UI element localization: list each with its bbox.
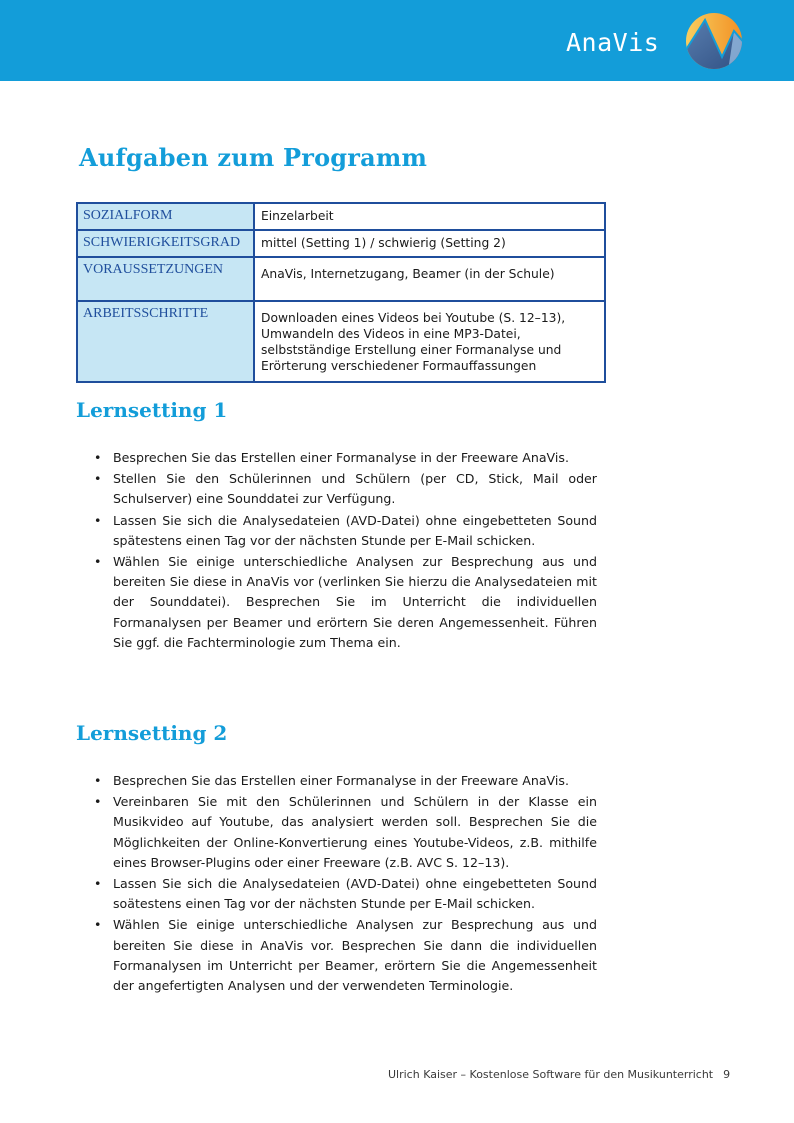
bullet-icon: • — [94, 876, 102, 892]
bullet-icon: • — [94, 512, 102, 528]
table-row — [77, 203, 605, 230]
list-item — [94, 552, 597, 653]
list-item — [94, 448, 597, 468]
table-row — [77, 301, 605, 382]
page-number: 9 — [723, 1068, 731, 1081]
list-item — [94, 915, 597, 996]
list-item-text: Wählen Sie einige unterschiedliche Analysen zur Besprechung aus und bereiten Sie diese in AnaVis vor (verlinken Sie hierzu die Analysedateien mit der Sounddatei). Besprechen Sie im Unterricht die individuellen Formanalysen per Beamer und erörtern Sie deren Angemessenheit. Führen Sie ggf. die Fachterminologie zum Thema ein. — [113, 554, 597, 650]
row-label: ARBEITSSCHRITTE — [77, 301, 254, 382]
list-item-text: Vereinbaren Sie mit den Schülerinnen und Schülern in der Klasse ein Musikvideo auf Youtube, das analysiert werden soll. Besprechen Sie die Möglichkeiten der Online-Konvertierung eines Youtube-Videos, z.B. mithilfe eines Browser-Plugins oder einer Freeware (z.B. AVC S. 12–13). — [113, 794, 597, 870]
bullet-icon: • — [94, 554, 102, 570]
table-row — [77, 230, 605, 257]
list-item — [94, 792, 597, 873]
row-value: Downloaden eines Videos bei Youtube (S. 12–13), Umwandeln des Videos in eine MP3-Datei, selbstständige Erstellung einer Formanalyse und Erörterung verschiedener Formauffassungen — [254, 301, 605, 382]
table-row — [77, 257, 605, 301]
footer-text: Ulrich Kaiser – Kostenlose Software für den Musikunterricht — [388, 1068, 714, 1081]
section-title-lernsetting-1: Lernsetting 1 — [76, 398, 228, 422]
page-footer — [388, 1068, 731, 1081]
bullet-icon: • — [94, 917, 102, 933]
page-title: Aufgaben zum Programm — [79, 143, 428, 172]
brand-name: AnaVis — [566, 28, 660, 57]
list-item — [94, 511, 597, 551]
list-item — [94, 469, 597, 509]
row-label: SCHWIERIGKEITSGRAD — [77, 230, 254, 257]
bullet-list-lernsetting-2 — [94, 771, 597, 997]
header-bar — [0, 0, 794, 81]
list-item-text: Stellen Sie den Schülerinnen und Schülern (per CD, Stick, Mail oder Schulserver) eine Sounddatei zur Verfügung. — [113, 471, 597, 507]
list-item-text: Besprechen Sie das Erstellen einer Formanalyse in der Freeware AnaVis. — [113, 773, 569, 788]
bullet-icon: • — [94, 773, 102, 788]
bullet-icon: • — [94, 471, 102, 487]
anavis-logo-icon — [684, 11, 744, 71]
list-item — [94, 874, 597, 914]
bullet-list-lernsetting-1 — [94, 448, 597, 654]
list-item-text: Lassen Sie sich die Analysedateien (AVD-Datei) ohne eingebetteten Sound soätestens einen Tag vor der nächsten Stunde per E-Mail schicken. — [113, 876, 597, 912]
info-table — [76, 202, 606, 383]
row-value: Einzelarbeit — [254, 203, 605, 230]
bullet-icon: • — [94, 794, 102, 810]
list-item-text: Wählen Sie einige unterschiedliche Analysen zur Besprechung aus und bereiten Sie diese in AnaVis vor. Besprechen Sie dann die individuellen Formanalysen im Unterricht per Beamer, erörtern Sie die Angemessenheit der angefertigten Analysen und der verwendeten Terminologie. — [113, 917, 597, 994]
list-item-text: Lassen Sie sich die Analysedateien (AVD-Datei) ohne eingebetteten Sound spätestens einen Tag vor der nächsten Stunde per E-Mail schicken. — [113, 512, 597, 548]
row-value: AnaVis, Internetzugang, Beamer (in der Schule) — [254, 257, 605, 301]
section-title-lernsetting-2: Lernsetting 2 — [76, 721, 228, 745]
row-label: SOZIALFORM — [77, 203, 254, 230]
list-item-text: Besprechen Sie das Erstellen einer Formanalyse in der Freeware AnaVis. — [113, 450, 569, 465]
row-label: VORAUSSETZUNGEN — [77, 257, 254, 301]
list-item — [94, 771, 597, 791]
row-value: mittel (Setting 1) / schwierig (Setting 2) — [254, 230, 605, 257]
bullet-icon: • — [94, 450, 102, 465]
